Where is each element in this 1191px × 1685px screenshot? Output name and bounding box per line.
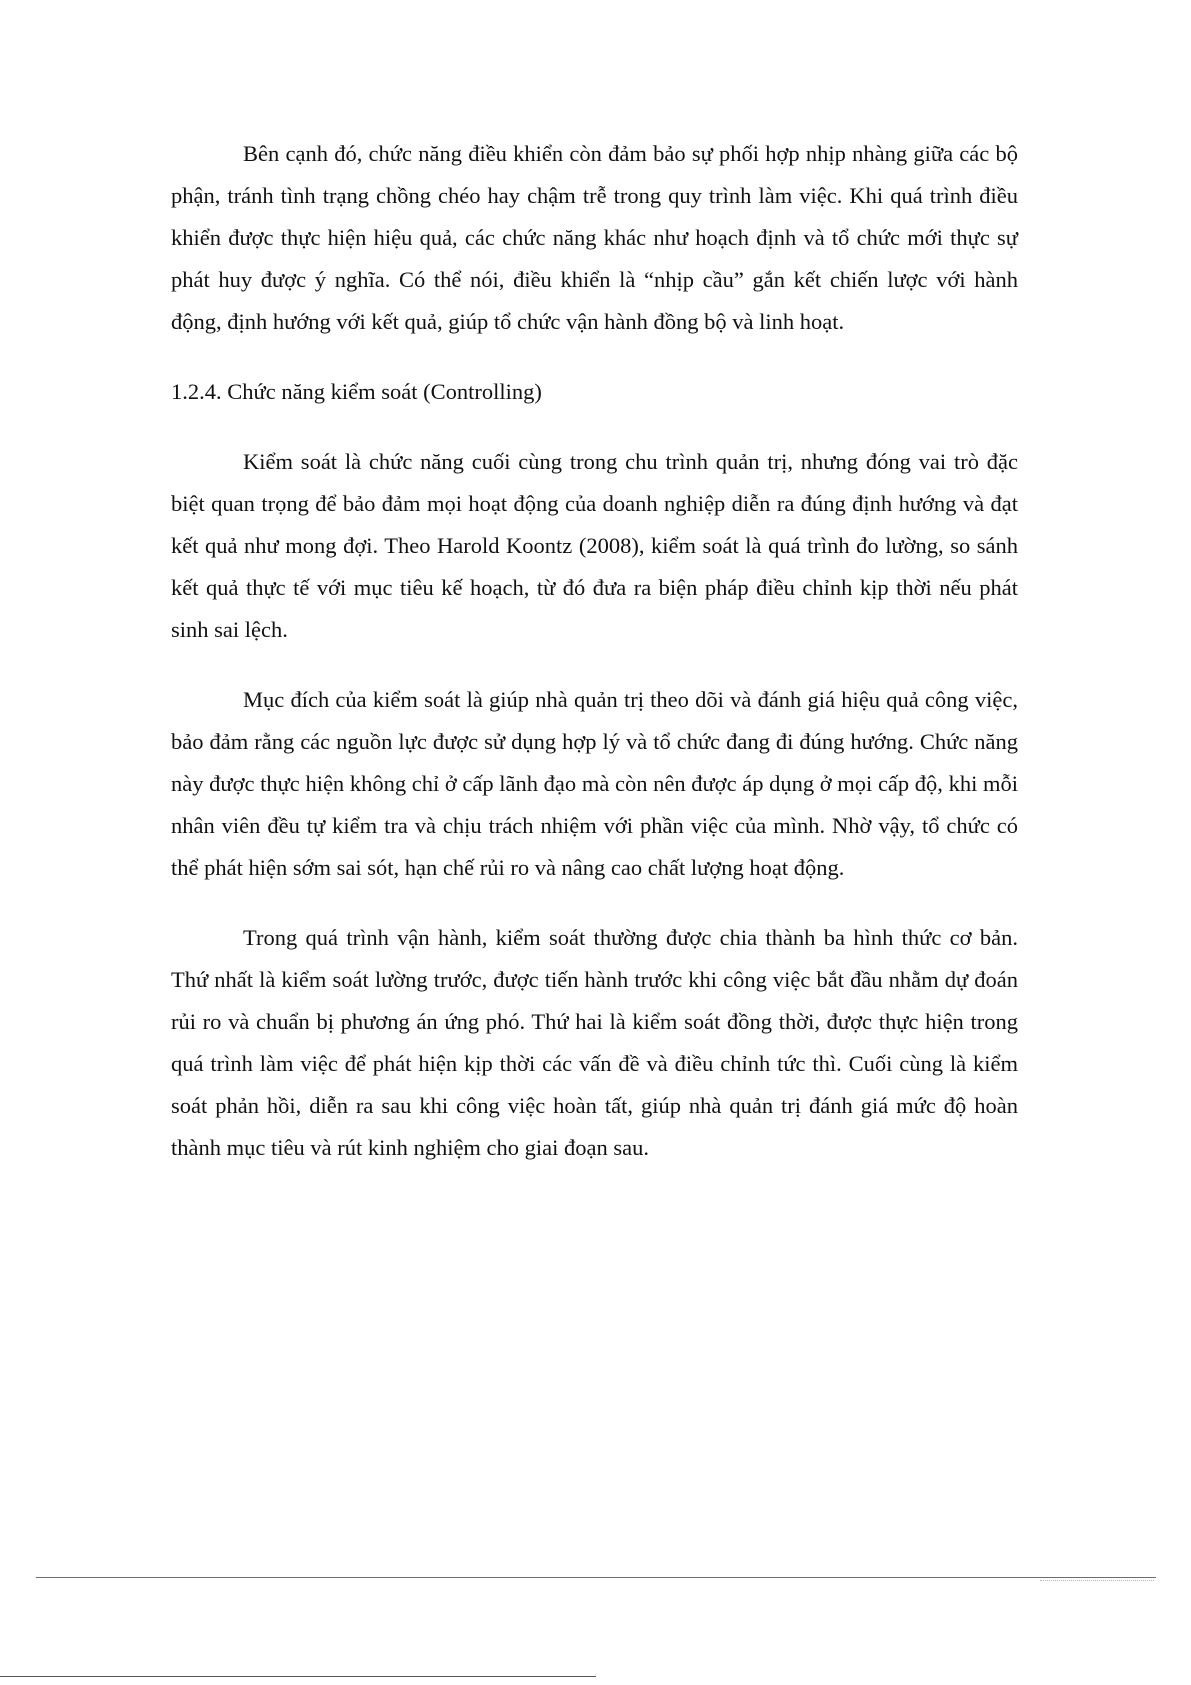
- footer-divider: [36, 1577, 1156, 1578]
- bottom-edge-rule: [0, 1676, 596, 1677]
- paragraph-coordination: Bên cạnh đó, chức năng điều khiển còn đảm bảo sự phối hợp nhịp nhàng giữa các bộ phận, tránh tình trạng chồng chéo hay chậm trễ trong quy trình làm việc. Khi quá trình điều khiển được thực hiện hiệu quả, các chức năng khác như hoạch định và tổ chức mới thực sự phát huy được ý nghĩa. Có thể nói, điều khiển là “nhịp cầu” gắn kết chiến lược với hành động, định hướng với kết quả, giúp tổ chức vận hành đồng bộ và linh hoạt.: [171, 141, 1018, 334]
- footer-divider-faint: [1040, 1580, 1154, 1582]
- paragraph-control-types: Trong quá trình vận hành, kiểm soát thường được chia thành ba hình thức cơ bản. Thứ nhất là kiểm soát lường trước, được tiến hành trước khi công việc bắt đầu nhằm dự đoán rủi ro và chuẩn bị phương án ứng phó. Thứ hai là kiểm soát đồng thời, được thực hiện trong quá trình làm việc để phát hiện kịp thời các vấn đề và điều chỉnh tức thì. Cuối cùng là kiểm soát phản hồi, diễn ra sau khi công việc hoàn tất, giúp nhà quản trị đánh giá mức độ hoàn thành mục tiêu và rút kinh nghiệm cho giai đoạn sau.: [171, 925, 1018, 1160]
- section-heading-controlling: 1.2.4. Chức năng kiểm soát (Controlling): [171, 379, 542, 404]
- paragraph-control-purpose: Mục đích của kiểm soát là giúp nhà quản trị theo dõi và đánh giá hiệu quả công việc, bảo đảm rằng các nguồn lực được sử dụng hợp lý và tổ chức đang đi đúng hướng. Chức năng này được thực hiện không chỉ ở cấp lãnh đạo mà còn nên được áp dụng ở mọi cấp độ, khi mỗi nhân viên đều tự kiểm tra và chịu trách nhiệm với phần việc của mình. Nhờ vậy, tổ chức có thể phát hiện sớm sai sót, hạn chế rủi ro và nâng cao chất lượng hoạt động.: [171, 687, 1018, 880]
- paragraph-control-definition: Kiểm soát là chức năng cuối cùng trong chu trình quản trị, nhưng đóng vai trò đặc biệt quan trọng để bảo đảm mọi hoạt động của doanh nghiệp diễn ra đúng định hướng và đạt kết quả như mong đợi. Theo Harold Koontz (2008), kiểm soát là quá trình đo lường, so sánh kết quả thực tế với mục tiêu kế hoạch, từ đó đưa ra biện pháp điều chỉnh kịp thời nếu phát sinh sai lệch.: [171, 449, 1018, 642]
- page-body: [171, 133, 1018, 1169]
